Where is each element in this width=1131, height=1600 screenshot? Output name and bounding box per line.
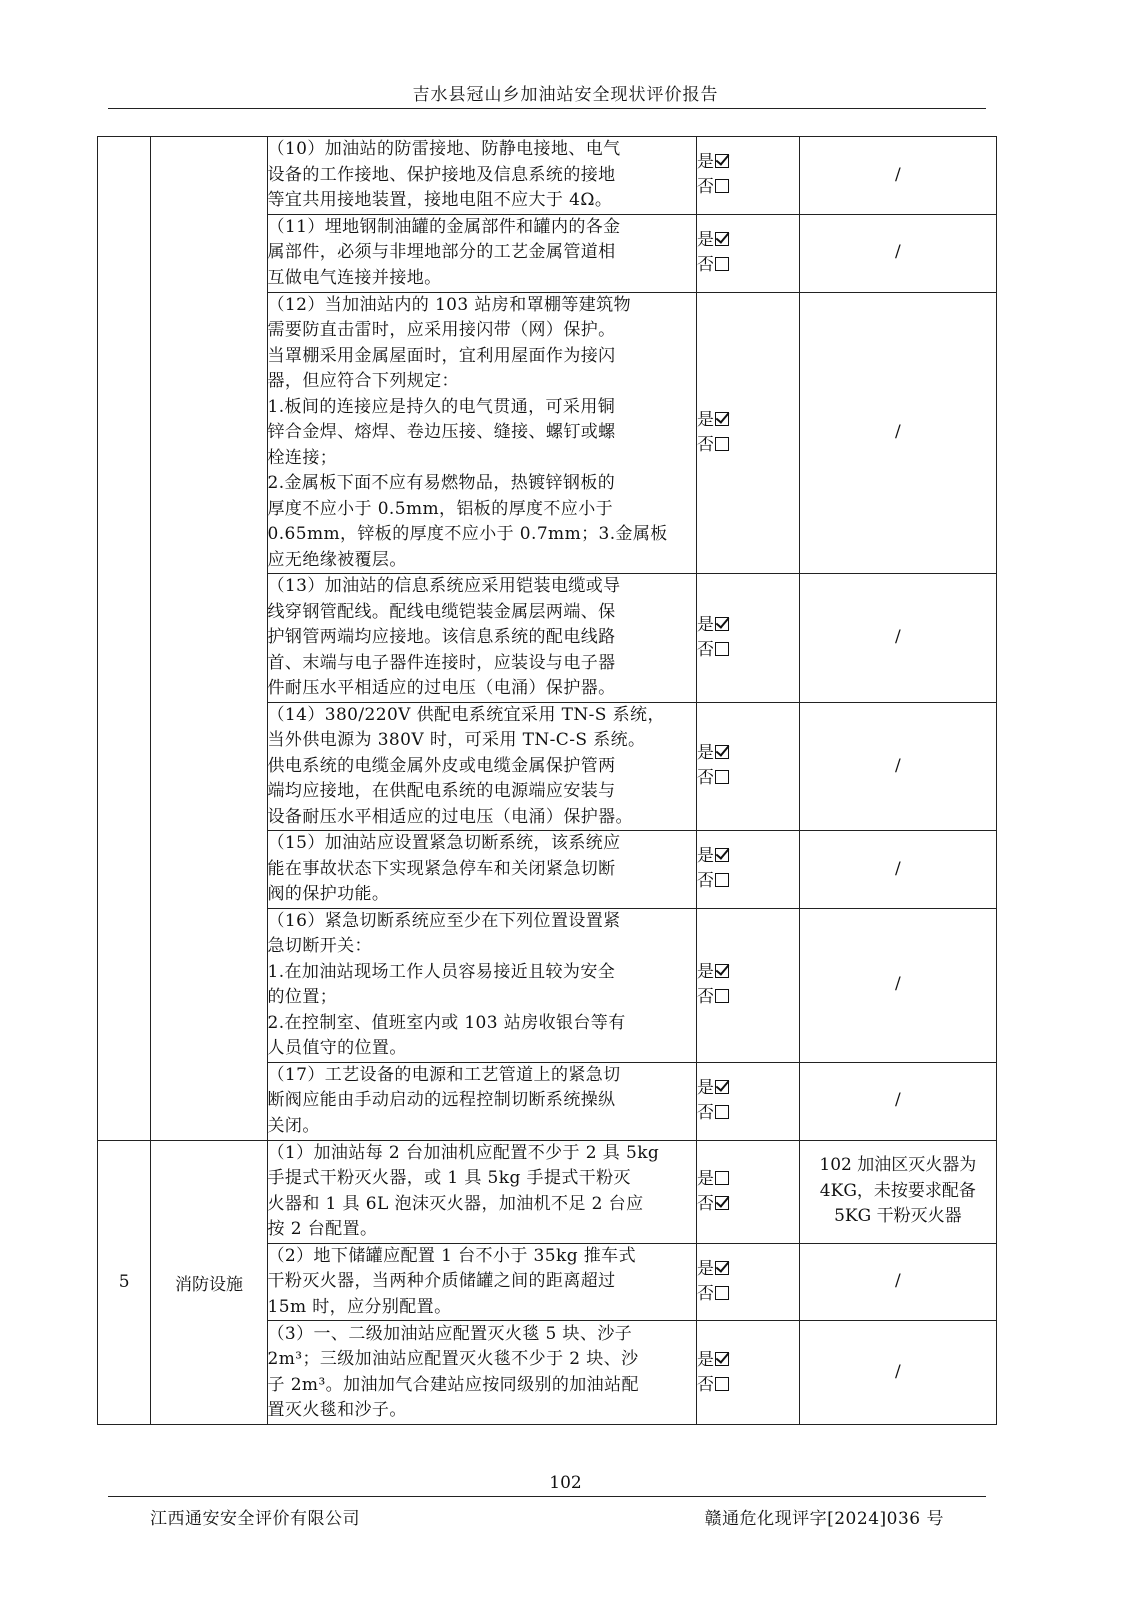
no-option	[697, 1101, 799, 1126]
result-cell	[696, 1140, 799, 1243]
no-label: 否	[696, 1193, 714, 1214]
requirement-text-line: 0.65mm，锌板的厚度不应小于 0.7mm；3.金属板	[267, 524, 668, 544]
remark-text-line: /	[894, 422, 901, 442]
yes-option	[697, 960, 799, 985]
empty-box-icon	[715, 1286, 729, 1300]
requirement-text-line: 首、末端与电子器件连接时，应装设与电子器	[267, 652, 616, 673]
requirement-cell	[267, 1062, 696, 1140]
no-label: 否	[696, 768, 714, 789]
requirement-text-line: 端均应接地，在供配电系统的电源端应安装与	[267, 781, 616, 801]
checked-box-icon	[715, 964, 729, 978]
requirement-cell	[267, 1321, 696, 1425]
requirement-text-line: （13）加油站的信息系统应采用铠装电缆或导	[267, 576, 621, 596]
checked-box-icon	[715, 1080, 729, 1094]
result-cell	[696, 1243, 799, 1321]
yes-option	[697, 741, 799, 766]
no-option	[697, 985, 799, 1010]
yes-label: 是	[696, 1258, 714, 1279]
footer-doc-number: 赣通危化现评字[2024]036 号	[704, 1509, 944, 1529]
empty-box-icon	[715, 1171, 729, 1185]
checked-box-icon	[715, 745, 729, 759]
item-number-cell	[98, 137, 151, 1141]
requirement-cell	[267, 574, 696, 703]
checked-box-icon	[715, 232, 729, 246]
requirement-text-line: 器，但应符合下列规定：	[267, 371, 459, 391]
checked-box-icon	[715, 1261, 729, 1275]
yes-label: 是	[696, 743, 714, 764]
yes-option	[697, 1076, 799, 1101]
requirement-text-line: （17）工艺设备的电源和工艺管道上的紧急切	[267, 1064, 621, 1085]
footer-company: 江西通安安全评价有限公司	[150, 1509, 360, 1529]
requirement-text-line: 等宜共用接地装置，接地电阻不应大于 4Ω。	[267, 190, 613, 210]
table-row	[98, 137, 997, 215]
yes-label: 是	[696, 1349, 714, 1370]
remark-text-line: /	[894, 627, 901, 647]
checked-box-icon	[715, 1352, 729, 1366]
requirement-text-line: 1.板间的连接应是持久的电气贯通，可采用铜	[267, 396, 616, 417]
result-cell	[696, 1321, 799, 1425]
no-label: 否	[696, 1103, 714, 1123]
requirement-text-line: 应无绝缘被覆层。	[267, 549, 407, 570]
no-option	[697, 433, 799, 458]
empty-box-icon	[715, 989, 729, 1003]
remark-text-line: /	[894, 974, 901, 995]
requirement-text-line: 互做电气连接并接地。	[267, 267, 442, 288]
result-cell	[696, 292, 799, 574]
requirement-text-line: 急切断开关：	[267, 936, 372, 956]
no-label: 否	[696, 1283, 714, 1304]
result-cell	[696, 831, 799, 909]
remark-cell	[799, 1062, 996, 1140]
checked-box-icon	[715, 154, 729, 168]
no-option	[697, 638, 799, 663]
yes-label: 是	[696, 962, 714, 982]
yes-option	[697, 228, 799, 253]
requirement-text-line: （10）加油站的防雷接地、防静电接地、电气	[267, 139, 621, 159]
empty-box-icon	[715, 770, 729, 784]
remark-cell	[799, 831, 996, 909]
item-number-cell: 5	[98, 1140, 151, 1425]
result-cell	[696, 214, 799, 292]
requirement-cell	[267, 1243, 696, 1321]
requirement-text-line: 的位置；	[267, 987, 338, 1007]
no-label: 否	[696, 434, 714, 455]
no-label: 否	[696, 987, 714, 1007]
yes-option	[697, 1167, 799, 1192]
remark-text-line: /	[894, 242, 901, 263]
requirement-text-line: （11）埋地钢制油罐的金属部件和罐内的各金	[267, 216, 621, 237]
requirement-text-line: 1.在加油站现场工作人员容易接近且较为安全	[267, 961, 616, 982]
yes-label: 是	[696, 230, 714, 250]
requirement-text-line: （1）加油站每 2 台加油机应配置不少于 2 具 5kg	[267, 1142, 660, 1163]
requirement-text-line: 厚度不应小于 0.5mm，铝板的厚度不应小于	[267, 498, 613, 519]
requirement-text-line: （3）一、二级加油站应配置灭火毯 5 块、沙子	[267, 1323, 633, 1344]
no-label: 否	[696, 871, 714, 892]
requirement-text-line: （14）380/220V 供配电系统宜采用 TN-S 系统，	[267, 704, 665, 725]
empty-box-icon	[715, 1377, 729, 1391]
yes-label: 是	[696, 846, 714, 867]
yes-label: 是	[696, 152, 714, 173]
yes-label: 是	[696, 1168, 714, 1189]
remark-cell	[799, 292, 996, 574]
empty-box-icon	[715, 642, 729, 656]
requirement-text-line: 2.在控制室、值班室内或 103 站房收银台等有	[267, 1012, 626, 1033]
requirement-text-line: 件耐压水平相适应的过电压（电涌）保护器。	[267, 678, 616, 698]
requirement-text-line: 线穿钢管配线。配线电缆铠装金属层两端、保	[267, 601, 616, 622]
checked-box-icon	[715, 412, 729, 426]
requirement-text-line: 2m³；三级加油站应配置灭火毯不少于 2 块、沙	[267, 1349, 639, 1369]
yes-option	[697, 1257, 799, 1282]
requirement-text-line: 阀的保护功能。	[267, 884, 390, 904]
no-label: 否	[696, 1374, 714, 1395]
requirement-text-line: 栓连接；	[267, 447, 338, 468]
checked-box-icon	[715, 617, 729, 631]
yes-label: 是	[696, 409, 714, 430]
requirement-cell	[267, 702, 696, 831]
remark-text-line: /	[894, 1271, 901, 1291]
requirement-cell	[267, 831, 696, 909]
requirement-text-line: 需要防直击雷时，应采用接闪带（网）保护。	[267, 320, 616, 340]
requirement-text-line: 干粉灭火器，当两种介质储罐之间的距离超过	[267, 1271, 616, 1291]
empty-box-icon	[715, 437, 729, 451]
remark-text-line: /	[894, 755, 901, 776]
remark-text-line: 4KG，未按要求配备	[819, 1180, 976, 1201]
no-label: 否	[696, 177, 714, 198]
requirement-cell	[267, 214, 696, 292]
requirement-text-line: 人员值守的位置。	[267, 1038, 407, 1058]
yes-option	[697, 844, 799, 869]
remark-text-line: /	[894, 1361, 901, 1382]
remark-cell	[799, 1321, 996, 1425]
empty-box-icon	[715, 1105, 729, 1119]
page-header-title: 吉水县冠山乡加油站安全现状评价报告	[412, 85, 719, 105]
no-option	[697, 1282, 799, 1307]
empty-box-icon	[715, 179, 729, 193]
remark-cell	[799, 137, 996, 215]
requirement-text-line: 供电系统的电缆金属外皮或电缆金属保护管两	[267, 755, 616, 776]
no-option	[697, 869, 799, 894]
table-body	[98, 137, 997, 1425]
requirement-text-line: 设备耐压水平相适应的过电压（电涌）保护器。	[267, 806, 633, 827]
footer-rule	[108, 1496, 986, 1497]
result-cell	[696, 1062, 799, 1140]
remark-cell	[799, 702, 996, 831]
requirement-text-line: 锌合金焊、熔焊、卷边压接、缝接、螺钉或螺	[267, 422, 616, 442]
requirement-text-line: （12）当加油站内的 103 站房和罩棚等建筑物	[267, 294, 632, 315]
yes-label: 是	[696, 1078, 714, 1098]
requirement-text-line: （16）紧急切断系统应至少在下列位置设置紧	[267, 910, 621, 931]
requirement-text-line: 2.金属板下面不应有易燃物品，热镀锌钢板的	[267, 473, 616, 493]
result-cell	[696, 702, 799, 831]
item-name-cell	[151, 137, 267, 1141]
result-cell	[696, 908, 799, 1062]
evaluation-table	[97, 136, 997, 1425]
remark-text-line: 5KG 干粉灭火器	[834, 1206, 962, 1227]
requirement-cell	[267, 137, 696, 215]
result-cell	[696, 574, 799, 703]
yes-option	[697, 150, 799, 175]
checked-box-icon	[715, 848, 729, 862]
remark-cell	[799, 574, 996, 703]
yes-label: 是	[696, 614, 714, 635]
remark-cell	[799, 1140, 996, 1243]
requirement-text-line: 按 2 台配置。	[267, 1219, 378, 1239]
requirement-text-line: （2）地下储罐应配置 1 台不小于 35kg 推车式	[267, 1245, 636, 1266]
remark-text-line: /	[894, 164, 901, 185]
requirement-text-line: 断阀应能由手动启动的远程控制切断系统操纵	[267, 1090, 616, 1111]
no-option	[697, 1373, 799, 1398]
no-option	[697, 253, 799, 278]
requirement-text-line: 置灭火毯和沙子。	[267, 1400, 407, 1420]
no-option	[697, 175, 799, 200]
checked-box-icon	[715, 1196, 729, 1210]
no-option	[697, 1192, 799, 1217]
page-number: 102	[549, 1473, 582, 1493]
yes-option	[697, 613, 799, 638]
requirement-text-line: 15m 时，应分别配置。	[267, 1296, 452, 1317]
requirement-text-line: 子 2m³。加油加气合建站应按同级别的加油站配	[267, 1374, 639, 1395]
requirement-text-line: 关闭。	[267, 1115, 320, 1136]
requirement-cell	[267, 908, 696, 1062]
no-label: 否	[696, 639, 714, 660]
requirement-text-line: 设备的工作接地、保护接地及信息系统的接地	[267, 164, 616, 185]
requirement-text-line: 属部件，必须与非埋地部分的工艺金属管道相	[267, 242, 616, 263]
item-name-cell: 消防设施	[151, 1140, 267, 1425]
remark-cell	[799, 908, 996, 1062]
requirement-text-line: 能在事故状态下实现紧急停车和关闭紧急切断	[267, 858, 616, 879]
empty-box-icon	[715, 873, 729, 887]
header-rule	[108, 108, 986, 109]
requirement-cell	[267, 292, 696, 574]
remark-text-line: 102 加油区灭火器为	[819, 1155, 977, 1176]
requirement-text-line: （15）加油站应设置紧急切断系统，该系统应	[267, 833, 621, 853]
requirement-text-line: 火器和 1 具 6L 泡沫灭火器，加油机不足 2 台应	[267, 1193, 644, 1214]
requirement-text-line: 护钢管两端均应接地。该信息系统的配电线路	[267, 627, 616, 647]
requirement-text-line: 手提式干粉灭火器，或 1 具 5kg 手提式干粉灭	[267, 1168, 631, 1188]
yes-option	[697, 1348, 799, 1373]
remark-text-line: /	[894, 1090, 901, 1111]
no-option	[697, 766, 799, 791]
table-row	[98, 1140, 997, 1243]
requirement-text-line: 当罩棚采用金属屋面时，宜利用屋面作为接闪	[267, 345, 616, 366]
remark-cell	[799, 214, 996, 292]
remark-text-line: /	[894, 858, 901, 879]
remark-cell	[799, 1243, 996, 1321]
no-label: 否	[696, 255, 714, 275]
requirement-text-line: 当外供电源为 380V 时，可采用 TN-C-S 系统。	[267, 730, 646, 750]
result-cell	[696, 137, 799, 215]
requirement-cell	[267, 1140, 696, 1243]
yes-option	[697, 408, 799, 433]
empty-box-icon	[715, 257, 729, 271]
